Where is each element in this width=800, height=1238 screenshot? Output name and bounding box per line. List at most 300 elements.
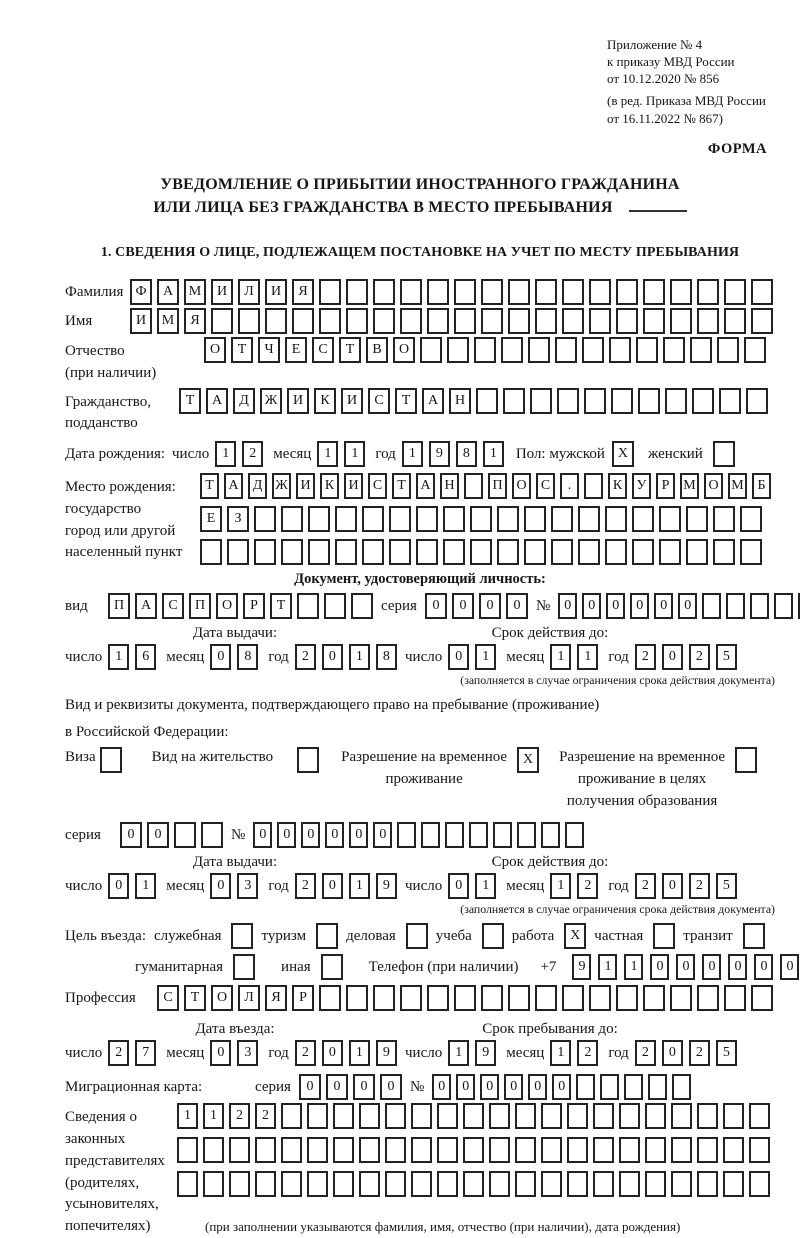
form-cell[interactable]: К xyxy=(314,388,336,414)
form-cell[interactable]: Н xyxy=(449,388,471,414)
form-cell[interactable] xyxy=(578,506,600,532)
date-cell[interactable]: 9 xyxy=(475,1040,496,1066)
form-cell[interactable]: 0 xyxy=(253,822,272,848)
form-cell[interactable] xyxy=(281,1103,302,1129)
date-cell[interactable]: 1 xyxy=(475,644,496,670)
form-cell[interactable] xyxy=(557,388,579,414)
form-cell[interactable]: И xyxy=(211,279,233,305)
form-cell[interactable] xyxy=(508,308,530,334)
sex-male-checkbox[interactable]: X xyxy=(612,441,634,467)
form-cell[interactable] xyxy=(686,539,708,565)
date-cell[interactable]: 0 xyxy=(448,644,469,670)
form-cell[interactable]: 0 xyxy=(702,954,721,980)
form-cell[interactable]: 0 xyxy=(506,593,528,619)
form-cell[interactable] xyxy=(632,539,654,565)
form-cell[interactable] xyxy=(541,1137,562,1163)
form-cell[interactable]: 0 xyxy=(528,1074,547,1100)
form-cell[interactable]: 0 xyxy=(676,954,695,980)
purpose-business-checkbox[interactable] xyxy=(406,923,428,949)
form-cell[interactable] xyxy=(508,279,530,305)
form-cell[interactable]: К xyxy=(608,473,627,499)
form-cell[interactable] xyxy=(659,506,681,532)
form-cell[interactable] xyxy=(645,1137,666,1163)
form-cell[interactable]: 0 xyxy=(120,822,142,848)
form-cell[interactable] xyxy=(307,1137,328,1163)
form-cell[interactable] xyxy=(335,506,357,532)
form-cell[interactable] xyxy=(565,822,584,848)
form-cell[interactable]: 0 xyxy=(325,822,344,848)
temp-residence-edu-checkbox[interactable] xyxy=(735,747,757,773)
form-cell[interactable] xyxy=(744,337,766,363)
form-cell[interactable] xyxy=(589,279,611,305)
date-cell[interactable]: 2 xyxy=(689,644,710,670)
date-cell[interactable]: 7 xyxy=(135,1040,156,1066)
form-cell[interactable]: А xyxy=(157,279,179,305)
form-cell[interactable]: Л xyxy=(238,279,260,305)
form-cell[interactable]: Л xyxy=(238,985,260,1011)
form-cell[interactable] xyxy=(362,539,384,565)
form-cell[interactable]: С xyxy=(157,985,179,1011)
form-cell[interactable] xyxy=(333,1137,354,1163)
form-cell[interactable] xyxy=(307,1103,328,1129)
form-cell[interactable] xyxy=(445,822,464,848)
form-cell[interactable] xyxy=(385,1103,406,1129)
form-cell[interactable] xyxy=(643,308,665,334)
form-cell[interactable] xyxy=(619,1103,640,1129)
date-cell[interactable]: 2 xyxy=(242,441,263,467)
form-cell[interactable] xyxy=(724,985,746,1011)
form-cell[interactable] xyxy=(619,1137,640,1163)
form-cell[interactable] xyxy=(333,1171,354,1197)
form-cell[interactable] xyxy=(697,1171,718,1197)
form-cell[interactable]: Р xyxy=(292,985,314,1011)
form-cell[interactable] xyxy=(227,539,249,565)
form-cell[interactable]: С xyxy=(536,473,555,499)
form-cell[interactable]: 0 xyxy=(479,593,501,619)
form-cell[interactable]: 1 xyxy=(203,1103,224,1129)
form-cell[interactable] xyxy=(265,308,287,334)
form-cell[interactable] xyxy=(717,337,739,363)
form-cell[interactable] xyxy=(489,1137,510,1163)
form-cell[interactable]: Р xyxy=(656,473,675,499)
form-cell[interactable] xyxy=(443,539,465,565)
date-cell[interactable]: 1 xyxy=(349,873,370,899)
form-cell[interactable]: И xyxy=(265,279,287,305)
form-cell[interactable]: 0 xyxy=(582,593,601,619)
form-cell[interactable] xyxy=(723,1103,744,1129)
form-cell[interactable]: Т xyxy=(179,388,201,414)
form-cell[interactable] xyxy=(713,506,735,532)
form-cell[interactable]: 0 xyxy=(456,1074,475,1100)
form-cell[interactable]: П xyxy=(108,593,130,619)
form-cell[interactable] xyxy=(624,1074,643,1100)
form-cell[interactable]: Т xyxy=(231,337,253,363)
form-cell[interactable]: З xyxy=(227,506,249,532)
form-cell[interactable]: 0 xyxy=(277,822,296,848)
form-cell[interactable]: 2 xyxy=(229,1103,250,1129)
form-cell[interactable]: 0 xyxy=(654,593,673,619)
form-cell[interactable]: 0 xyxy=(728,954,747,980)
form-cell[interactable] xyxy=(400,308,422,334)
form-cell[interactable] xyxy=(562,985,584,1011)
form-cell[interactable] xyxy=(645,1171,666,1197)
form-cell[interactable] xyxy=(254,506,276,532)
date-cell[interactable]: 2 xyxy=(635,644,656,670)
form-cell[interactable] xyxy=(476,388,498,414)
form-cell[interactable]: Н xyxy=(440,473,459,499)
form-cell[interactable] xyxy=(663,337,685,363)
form-cell[interactable]: 0 xyxy=(780,954,799,980)
purpose-study-checkbox[interactable] xyxy=(482,923,504,949)
form-cell[interactable] xyxy=(319,279,341,305)
form-cell[interactable] xyxy=(254,539,276,565)
form-cell[interactable]: 2 xyxy=(255,1103,276,1129)
form-cell[interactable] xyxy=(447,337,469,363)
form-cell[interactable]: Д xyxy=(233,388,255,414)
form-cell[interactable] xyxy=(567,1103,588,1129)
form-cell[interactable] xyxy=(611,388,633,414)
form-cell[interactable]: Б xyxy=(752,473,771,499)
date-cell[interactable]: 2 xyxy=(635,873,656,899)
form-cell[interactable] xyxy=(582,337,604,363)
form-cell[interactable]: С xyxy=(368,473,387,499)
form-cell[interactable] xyxy=(177,1137,198,1163)
form-cell[interactable] xyxy=(238,308,260,334)
date-cell[interactable]: 1 xyxy=(317,441,338,467)
purpose-transit-checkbox[interactable] xyxy=(743,923,765,949)
form-cell[interactable] xyxy=(616,308,638,334)
form-cell[interactable]: В xyxy=(366,337,388,363)
form-cell[interactable]: Я xyxy=(292,279,314,305)
form-cell[interactable] xyxy=(497,506,519,532)
date-cell[interactable]: 0 xyxy=(322,873,343,899)
date-cell[interactable]: 1 xyxy=(349,1040,370,1066)
form-cell[interactable] xyxy=(281,506,303,532)
form-cell[interactable] xyxy=(400,985,422,1011)
form-cell[interactable]: 0 xyxy=(678,593,697,619)
form-cell[interactable] xyxy=(411,1137,432,1163)
form-cell[interactable] xyxy=(584,388,606,414)
form-cell[interactable] xyxy=(177,1171,198,1197)
form-cell[interactable] xyxy=(400,279,422,305)
form-cell[interactable] xyxy=(724,308,746,334)
form-cell[interactable]: О xyxy=(512,473,531,499)
form-cell[interactable]: О xyxy=(704,473,723,499)
form-cell[interactable] xyxy=(541,1103,562,1129)
form-cell[interactable] xyxy=(463,1137,484,1163)
form-cell[interactable] xyxy=(437,1103,458,1129)
form-cell[interactable] xyxy=(229,1137,250,1163)
form-cell[interactable] xyxy=(421,822,440,848)
form-cell[interactable] xyxy=(515,1171,536,1197)
form-cell[interactable] xyxy=(389,506,411,532)
form-cell[interactable]: 0 xyxy=(301,822,320,848)
form-cell[interactable] xyxy=(508,985,530,1011)
date-cell[interactable]: 0 xyxy=(662,644,683,670)
form-cell[interactable] xyxy=(746,388,768,414)
form-cell[interactable] xyxy=(333,1103,354,1129)
form-cell[interactable]: Ч xyxy=(258,337,280,363)
form-cell[interactable]: М xyxy=(680,473,699,499)
form-cell[interactable] xyxy=(497,539,519,565)
form-cell[interactable]: Т xyxy=(395,388,417,414)
form-cell[interactable] xyxy=(346,279,368,305)
form-cell[interactable] xyxy=(437,1137,458,1163)
form-cell[interactable]: Ж xyxy=(272,473,291,499)
date-cell[interactable]: 1 xyxy=(550,644,571,670)
form-cell[interactable]: А xyxy=(224,473,243,499)
form-cell[interactable] xyxy=(593,1137,614,1163)
form-cell[interactable]: 9 xyxy=(572,954,591,980)
form-cell[interactable] xyxy=(454,308,476,334)
date-cell[interactable]: 5 xyxy=(716,873,737,899)
date-cell[interactable]: 5 xyxy=(716,644,737,670)
form-cell[interactable] xyxy=(551,539,573,565)
date-cell[interactable]: 0 xyxy=(108,873,129,899)
form-cell[interactable] xyxy=(308,539,330,565)
form-cell[interactable] xyxy=(535,279,557,305)
form-cell[interactable]: Т xyxy=(200,473,219,499)
date-cell[interactable]: 2 xyxy=(295,644,316,670)
form-cell[interactable]: 0 xyxy=(326,1074,348,1100)
form-cell[interactable] xyxy=(600,1074,619,1100)
form-cell[interactable] xyxy=(645,1103,666,1129)
form-cell[interactable]: 0 xyxy=(754,954,773,980)
form-cell[interactable] xyxy=(670,308,692,334)
form-cell[interactable] xyxy=(501,337,523,363)
temp-residence-checkbox[interactable]: X xyxy=(517,747,539,773)
form-cell[interactable] xyxy=(297,593,319,619)
form-cell[interactable] xyxy=(464,473,483,499)
form-cell[interactable]: О xyxy=(216,593,238,619)
form-cell[interactable]: 0 xyxy=(650,954,669,980)
date-cell[interactable]: 0 xyxy=(322,644,343,670)
form-cell[interactable] xyxy=(584,473,603,499)
form-cell[interactable] xyxy=(385,1171,406,1197)
form-cell[interactable] xyxy=(454,279,476,305)
date-cell[interactable]: 1 xyxy=(135,873,156,899)
date-cell[interactable]: 1 xyxy=(550,873,571,899)
date-cell[interactable]: 2 xyxy=(577,1040,598,1066)
form-cell[interactable] xyxy=(211,308,233,334)
date-cell[interactable]: 1 xyxy=(577,644,598,670)
date-cell[interactable]: 1 xyxy=(475,873,496,899)
date-cell[interactable]: 2 xyxy=(577,873,598,899)
purpose-private-checkbox[interactable] xyxy=(653,923,675,949)
form-cell[interactable] xyxy=(562,279,584,305)
form-cell[interactable] xyxy=(670,279,692,305)
form-cell[interactable]: 1 xyxy=(177,1103,198,1129)
form-cell[interactable]: У xyxy=(632,473,651,499)
form-cell[interactable]: А xyxy=(135,593,157,619)
form-cell[interactable]: А xyxy=(206,388,228,414)
visa-checkbox[interactable] xyxy=(100,747,122,773)
form-cell[interactable]: П xyxy=(189,593,211,619)
form-cell[interactable] xyxy=(359,1171,380,1197)
form-cell[interactable] xyxy=(535,308,557,334)
date-cell[interactable]: 1 xyxy=(344,441,365,467)
form-cell[interactable] xyxy=(292,308,314,334)
form-cell[interactable]: Р xyxy=(243,593,265,619)
form-cell[interactable] xyxy=(724,279,746,305)
form-cell[interactable] xyxy=(503,388,525,414)
form-cell[interactable] xyxy=(517,822,536,848)
form-cell[interactable]: 0 xyxy=(425,593,447,619)
form-cell[interactable]: 0 xyxy=(504,1074,523,1100)
form-cell[interactable] xyxy=(541,1171,562,1197)
form-cell[interactable]: Е xyxy=(285,337,307,363)
form-cell[interactable] xyxy=(643,279,665,305)
date-cell[interactable]: 1 xyxy=(448,1040,469,1066)
form-cell[interactable]: 0 xyxy=(353,1074,375,1100)
form-cell[interactable]: Т xyxy=(270,593,292,619)
date-cell[interactable]: 9 xyxy=(376,873,397,899)
form-cell[interactable]: 0 xyxy=(373,822,392,848)
form-cell[interactable] xyxy=(672,1074,691,1100)
date-cell[interactable]: 0 xyxy=(448,873,469,899)
date-cell[interactable]: 3 xyxy=(237,873,258,899)
form-cell[interactable] xyxy=(749,1103,770,1129)
form-cell[interactable] xyxy=(470,506,492,532)
form-cell[interactable]: 0 xyxy=(552,1074,571,1100)
date-cell[interactable]: 9 xyxy=(429,441,450,467)
form-cell[interactable]: С xyxy=(368,388,390,414)
form-cell[interactable] xyxy=(389,539,411,565)
form-cell[interactable] xyxy=(493,822,512,848)
form-cell[interactable] xyxy=(281,1137,302,1163)
date-cell[interactable]: 2 xyxy=(108,1040,129,1066)
form-cell[interactable]: Д xyxy=(248,473,267,499)
date-cell[interactable]: 1 xyxy=(349,644,370,670)
form-cell[interactable]: 0 xyxy=(432,1074,451,1100)
form-cell[interactable] xyxy=(740,539,762,565)
date-cell[interactable]: 0 xyxy=(210,644,231,670)
form-cell[interactable] xyxy=(346,308,368,334)
date-cell[interactable]: 0 xyxy=(210,873,231,899)
form-cell[interactable] xyxy=(749,1171,770,1197)
form-cell[interactable] xyxy=(515,1137,536,1163)
form-cell[interactable]: . xyxy=(560,473,579,499)
form-cell[interactable] xyxy=(200,539,222,565)
form-cell[interactable] xyxy=(443,506,465,532)
date-cell[interactable]: 6 xyxy=(135,644,156,670)
form-cell[interactable] xyxy=(481,308,503,334)
form-cell[interactable] xyxy=(589,308,611,334)
date-cell[interactable]: 8 xyxy=(237,644,258,670)
form-cell[interactable] xyxy=(255,1171,276,1197)
form-cell[interactable] xyxy=(174,822,196,848)
form-cell[interactable]: Е xyxy=(200,506,222,532)
form-cell[interactable] xyxy=(427,985,449,1011)
form-cell[interactable]: М xyxy=(184,279,206,305)
date-cell[interactable]: 2 xyxy=(689,1040,710,1066)
date-cell[interactable]: 1 xyxy=(550,1040,571,1066)
form-cell[interactable] xyxy=(723,1171,744,1197)
form-cell[interactable] xyxy=(373,308,395,334)
form-cell[interactable] xyxy=(719,388,741,414)
form-cell[interactable] xyxy=(713,539,735,565)
date-cell[interactable]: 9 xyxy=(376,1040,397,1066)
residence-permit-checkbox[interactable] xyxy=(297,747,319,773)
form-cell[interactable] xyxy=(593,1171,614,1197)
form-cell[interactable] xyxy=(619,1171,640,1197)
form-cell[interactable] xyxy=(489,1171,510,1197)
form-cell[interactable] xyxy=(437,1171,458,1197)
form-cell[interactable] xyxy=(308,506,330,532)
date-cell[interactable]: 1 xyxy=(483,441,504,467)
form-cell[interactable] xyxy=(397,822,416,848)
form-cell[interactable] xyxy=(281,539,303,565)
form-cell[interactable] xyxy=(469,822,488,848)
form-cell[interactable] xyxy=(616,279,638,305)
form-cell[interactable] xyxy=(411,1103,432,1129)
purpose-other-checkbox[interactable] xyxy=(321,954,343,980)
date-cell[interactable]: 3 xyxy=(237,1040,258,1066)
form-cell[interactable]: Т xyxy=(392,473,411,499)
form-cell[interactable] xyxy=(515,1103,536,1129)
form-cell[interactable] xyxy=(665,388,687,414)
date-cell[interactable]: 2 xyxy=(295,873,316,899)
date-cell[interactable]: 0 xyxy=(662,1040,683,1066)
form-cell[interactable]: 1 xyxy=(598,954,617,980)
form-cell[interactable]: 1 xyxy=(624,954,643,980)
form-cell[interactable]: К xyxy=(320,473,339,499)
form-cell[interactable] xyxy=(726,593,745,619)
purpose-tourism-checkbox[interactable] xyxy=(316,923,338,949)
form-cell[interactable] xyxy=(346,985,368,1011)
form-cell[interactable] xyxy=(474,337,496,363)
sex-female-checkbox[interactable] xyxy=(713,441,735,467)
purpose-work-checkbox[interactable]: X xyxy=(564,923,586,949)
form-cell[interactable] xyxy=(463,1103,484,1129)
form-cell[interactable] xyxy=(555,337,577,363)
form-cell[interactable]: О xyxy=(211,985,233,1011)
form-cell[interactable] xyxy=(648,1074,667,1100)
form-cell[interactable]: О xyxy=(204,337,226,363)
form-cell[interactable] xyxy=(751,279,773,305)
form-cell[interactable] xyxy=(632,506,654,532)
form-cell[interactable]: Т xyxy=(184,985,206,1011)
form-cell[interactable] xyxy=(697,985,719,1011)
form-cell[interactable]: И xyxy=(287,388,309,414)
form-cell[interactable]: О xyxy=(393,337,415,363)
form-cell[interactable]: С xyxy=(162,593,184,619)
form-cell[interactable] xyxy=(324,593,346,619)
date-cell[interactable]: 1 xyxy=(402,441,423,467)
form-cell[interactable]: 0 xyxy=(452,593,474,619)
form-cell[interactable] xyxy=(359,1103,380,1129)
purpose-humanitarian-checkbox[interactable] xyxy=(233,954,255,980)
form-cell[interactable]: М xyxy=(157,308,179,334)
form-cell[interactable] xyxy=(697,279,719,305)
form-cell[interactable] xyxy=(454,985,476,1011)
form-cell[interactable] xyxy=(255,1137,276,1163)
date-cell[interactable]: 2 xyxy=(689,873,710,899)
form-cell[interactable]: Т xyxy=(339,337,361,363)
form-cell[interactable] xyxy=(385,1137,406,1163)
form-cell[interactable]: Ф xyxy=(130,279,152,305)
form-cell[interactable]: И xyxy=(344,473,363,499)
form-cell[interactable] xyxy=(562,308,584,334)
form-cell[interactable] xyxy=(203,1171,224,1197)
form-cell[interactable] xyxy=(589,985,611,1011)
form-cell[interactable] xyxy=(411,1171,432,1197)
form-cell[interactable]: 0 xyxy=(558,593,577,619)
form-cell[interactable] xyxy=(335,539,357,565)
form-cell[interactable] xyxy=(551,506,573,532)
form-cell[interactable] xyxy=(751,308,773,334)
form-cell[interactable] xyxy=(541,822,560,848)
